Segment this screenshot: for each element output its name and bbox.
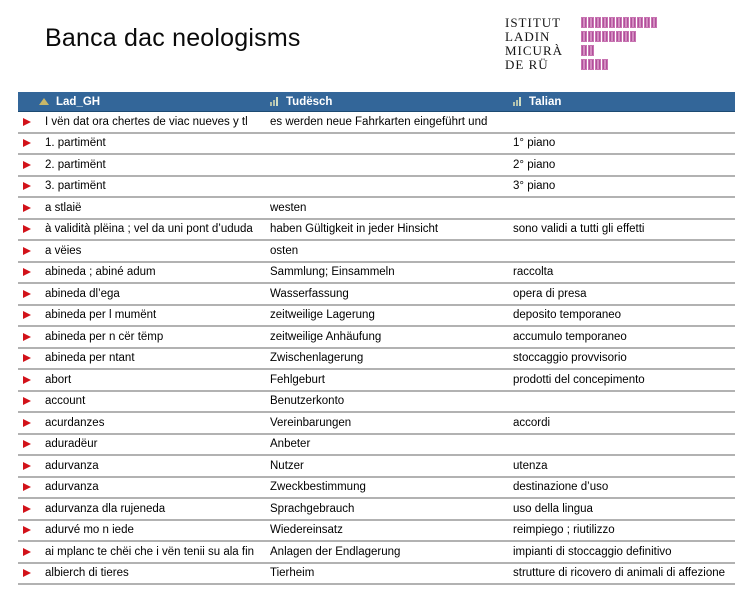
table-row [18,327,735,349]
column-header-lad-gh[interactable] [18,92,270,111]
play-audio-button[interactable] [18,247,45,255]
tudesch-cell: Tierheim [270,567,315,580]
logo-block [623,31,629,42]
logo-block [630,17,636,28]
play-audio-button[interactable] [18,354,45,362]
bar-chart-icon [270,97,279,106]
logo-block-row [581,31,658,42]
logo-block [602,17,608,28]
lad-gh-cell: aduradëur [45,438,98,451]
play-audio-button[interactable] [18,548,45,556]
logo-block [581,45,587,56]
lad-gh-cell: ai mplanc te chëi che i vën tenii su ala fin [45,545,255,558]
logo-blocks-icon [581,16,658,73]
column-header-label: Tudësch [286,95,333,108]
tudesch-cell: haben Gültigkeit in jeder Hinsicht [270,223,439,236]
table-row [18,478,735,500]
talian-cell: opera di presa [513,287,587,300]
talian-cell: reimpiego ; riutilizzo [513,524,615,537]
tudesch-cell: zeitweilige Lagerung [270,309,375,322]
play-icon [23,505,31,513]
table-header-row [18,92,735,112]
play-audio-button[interactable] [18,462,45,470]
play-audio-button[interactable] [18,440,45,448]
logo-block [588,45,594,56]
sort-ascending-icon [39,98,49,105]
talian-cell: uso della lingua [513,502,593,515]
talian-cell: accumulo temporaneo [513,330,627,343]
logo-block [588,17,594,28]
logo-block [616,31,622,42]
lad-gh-cell: a vëies [45,244,82,257]
talian-cell: raccolta [513,266,554,279]
neologisms-table [18,92,735,585]
table-row [18,155,735,177]
logo-block [595,59,601,70]
lad-gh-cell: abineda dl’ega [45,287,120,300]
play-audio-button[interactable] [18,311,45,319]
table-row [18,263,735,285]
play-icon [23,247,31,255]
play-audio-button[interactable] [18,419,45,427]
logo-block [602,59,608,70]
tudesch-cell: es werden neue Fahrkarten eingeführt und [270,115,488,128]
logo-block [630,31,636,42]
logo-line: MICURÀ [505,43,564,58]
lad-gh-cell: adurvanza [45,459,99,472]
play-icon [23,204,31,212]
talian-cell: strutture di ricovero di animali di affezione [513,567,726,580]
play-audio-button[interactable] [18,505,45,513]
logo-block [602,31,608,42]
talian-cell: 2° piano [513,158,556,171]
table-row [18,370,735,392]
lad-gh-cell: a stlaië [45,201,82,214]
lad-gh-cell: abineda ; abiné adum [45,266,156,279]
page-title: Banca dac neologisms [45,24,301,52]
play-icon [23,354,31,362]
talian-cell: 3° piano [513,180,556,193]
talian-cell: impianti di stoccaggio definitivo [513,545,672,558]
table-row [18,284,735,306]
talian-cell: sono validi a tutti gli effetti [513,223,645,236]
table-row [18,564,735,586]
play-icon [23,376,31,384]
play-icon [23,311,31,319]
logo-block [651,17,657,28]
talian-cell: prodotti del concepimento [513,373,645,386]
lad-gh-cell: à validità plëina ; vel da uni pont d’ududa [45,223,253,236]
istitut-ladin-logo [505,16,658,73]
logo-block [581,31,587,42]
play-icon [23,290,31,298]
play-audio-button[interactable] [18,290,45,298]
tudesch-cell: Sprachgebrauch [270,502,355,515]
play-audio-button[interactable] [18,483,45,491]
lad-gh-cell: abineda per l mumënt [45,309,157,322]
play-audio-button[interactable] [18,526,45,534]
column-header-talian[interactable] [513,92,735,111]
play-audio-button[interactable] [18,139,45,147]
talian-cell: 1° piano [513,137,556,150]
tudesch-cell: Zweckbestimmung [270,481,366,494]
table-row [18,521,735,543]
logo-block [616,17,622,28]
tudesch-cell: Nutzer [270,459,304,472]
tudesch-cell: Vereinbarungen [270,416,352,429]
logo-line: ISTITUT [505,15,562,30]
tudesch-cell: Zwischenlagerung [270,352,364,365]
tudesch-cell: Wasserfassung [270,287,349,300]
play-audio-button[interactable] [18,204,45,212]
talian-cell: destinazione d’uso [513,481,609,494]
lad-gh-cell: adurvanza dla rujeneda [45,502,166,515]
play-audio-button[interactable] [18,225,45,233]
tudesch-cell: osten [270,244,299,257]
play-icon [23,397,31,405]
play-icon [23,225,31,233]
play-icon [23,139,31,147]
table-row [18,542,735,564]
table-row [18,435,735,457]
table-row [18,413,735,435]
logo-block [588,59,594,70]
play-audio-button[interactable] [18,397,45,405]
table-row [18,134,735,156]
play-audio-button[interactable] [18,569,45,577]
logo-line: LADIN [505,29,551,44]
logo-block [609,31,615,42]
tudesch-cell: Benutzerkonto [270,395,345,408]
table-row [18,198,735,220]
tudesch-cell: zeitweilige Anhäufung [270,330,382,343]
tudesch-cell: Sammlung; Einsammeln [270,266,395,279]
table-row [18,456,735,478]
tudesch-cell: westen [270,201,307,214]
lad-gh-cell: I vën dat ora chertes de viac nueves y tl [45,115,248,128]
lad-gh-cell: abort [45,373,72,386]
column-header-label: Lad_GH [56,95,101,108]
play-icon [23,333,31,341]
play-audio-button[interactable] [18,376,45,384]
lad-gh-cell: albierch di tieres [45,567,129,580]
play-icon [23,440,31,448]
table-row [18,392,735,414]
table-row [18,349,735,371]
play-icon [23,548,31,556]
talian-cell: stoccaggio provvisorio [513,352,627,365]
play-icon [23,462,31,470]
logo-block [609,17,615,28]
tudesch-cell: Wiedereinsatz [270,524,343,537]
talian-cell: accordi [513,416,551,429]
table-row [18,112,735,134]
play-icon [23,569,31,577]
logo-block [644,17,650,28]
play-audio-button[interactable] [18,333,45,341]
logo-line: DE RÜ [505,57,549,72]
bar-chart-icon [513,97,522,106]
logo-text [505,16,577,73]
play-icon [23,182,31,190]
play-icon [23,526,31,534]
logo-block-row [581,59,658,70]
lad-gh-cell: abineda per ntant [45,352,135,365]
column-header-label: Talian [529,95,562,108]
tudesch-cell: Fehlgeburt [270,373,325,386]
play-icon [23,161,31,169]
tudesch-cell: Anbeter [270,438,311,451]
lad-gh-cell: 3. partimënt [45,180,106,193]
column-header-tudesch[interactable] [270,92,513,111]
logo-block [595,17,601,28]
table-row [18,306,735,328]
table-row [18,220,735,242]
logo-block-row [581,45,658,56]
talian-cell: deposito temporaneo [513,309,622,322]
logo-block [623,17,629,28]
logo-block-row [581,17,658,28]
logo-block [637,17,643,28]
table-row [18,241,735,263]
table-body [18,112,735,585]
table-row [18,499,735,521]
talian-cell: utenza [513,459,548,472]
lad-gh-cell: adurvanza [45,481,99,494]
play-audio-button[interactable] [18,182,45,190]
play-audio-button[interactable] [18,268,45,276]
lad-gh-cell: account [45,395,86,408]
logo-block [581,17,587,28]
play-icon [23,268,31,276]
logo-block [595,31,601,42]
lad-gh-cell: acurdanzes [45,416,105,429]
logo-block [588,31,594,42]
play-icon [23,118,31,126]
logo-block [581,59,587,70]
lad-gh-cell: abineda per n cër tëmp [45,330,164,343]
play-icon [23,419,31,427]
table-row [18,177,735,199]
play-audio-button[interactable] [18,118,45,126]
play-icon [23,483,31,491]
lad-gh-cell: 2. partimënt [45,158,106,171]
lad-gh-cell: 1. partimënt [45,137,106,150]
tudesch-cell: Anlagen der Endlagerung [270,545,401,558]
play-audio-button[interactable] [18,161,45,169]
lad-gh-cell: adurvé mo n iede [45,524,134,537]
